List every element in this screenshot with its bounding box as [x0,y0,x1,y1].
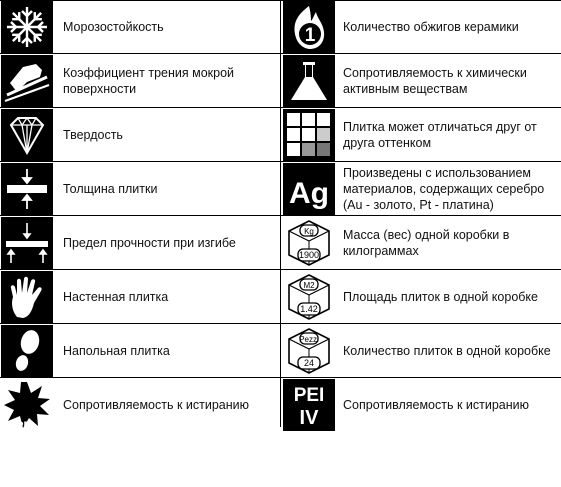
symbol-description: Напольная плитка [63,344,170,358]
symbol-description: Предел прочности при изгибе [63,236,236,250]
symbol-cell [0,270,280,324]
symbol-cell [0,108,280,162]
symbol-cell [0,0,280,54]
table-row [0,0,561,54]
pei-iv-icon [283,379,335,431]
symbol-description: Твердость [63,128,123,142]
symbol-cell [280,270,561,324]
diamond-icon [1,109,53,161]
symbol-description: Количество плиток в одной коробке [343,344,551,358]
silver-ag-text: Ag [289,177,329,210]
slippery-surface-icon [1,55,53,107]
pei-class-text: IV [299,407,319,429]
table-row [0,108,561,162]
thickness-icon [1,163,53,215]
hand-print-icon [1,271,53,323]
svg-text:Kg: Kg [304,227,314,236]
chemical-flask-icon [283,55,335,107]
table-row [0,324,561,378]
symbol-cell [0,378,280,432]
box-area-icon [283,271,335,323]
firing-count-icon [283,1,335,53]
symbol-description: Количество обжигов керамики [343,20,519,34]
pei-abrasion-star-icon [1,379,53,431]
table-row [0,162,561,216]
table-row [0,378,561,432]
bending-strength-icon [1,217,53,269]
symbol-cell [280,324,561,378]
symbol-description: Произведены с использованием материалов, содержащих серебро (Au - золото, Pt - платина) [343,166,545,212]
symbol-cell [280,108,561,162]
symbol-description: Настенная плитка [63,290,169,304]
symbol-description: Толщина плитки [63,182,158,196]
symbol-cell [0,54,280,108]
svg-text:1.42: 1.42 [300,304,318,314]
table-row [0,54,561,108]
svg-text:1900: 1900 [298,250,320,260]
symbol-description: Плитка может отличаться друг от друга оттенком [343,120,537,150]
symbol-cell [0,162,280,216]
box-pieces-icon [283,325,335,377]
symbol-description: Сопротивляемость к истиранию [343,398,530,412]
symbol-cell [280,216,561,270]
silver-ag-icon [283,163,335,215]
symbol-description: Масса (вес) одной коробки в килограммах [343,228,510,258]
snowflake-icon [1,1,53,53]
pei-star-text: PEI [16,420,34,431]
symbol-description: Сопротивляемость к химически активным веществам [343,66,527,96]
symbol-description: Коэффициент трения мокрой поверхности [63,66,235,96]
symbol-description: Морозостойкость [63,20,164,34]
svg-text:24: 24 [303,358,315,368]
symbol-cell [0,324,280,378]
symbol-description: Площадь плиток в одной коробке [343,290,538,304]
symbol-cell [280,378,561,432]
footprint-icon [1,325,53,377]
svg-text:M2: M2 [303,281,315,290]
svg-text:Pezzi: Pezzi [299,335,319,344]
symbol-cell [280,0,561,54]
firing-count-text: 1 [304,25,316,46]
box-weight-icon [283,217,335,269]
symbol-cell [280,162,561,216]
table-row [0,216,561,270]
pei-top-text: PEI [293,385,325,406]
shade-grid-icon [283,109,335,161]
symbol-cell [280,54,561,108]
symbol-cell [0,216,280,270]
table-row [0,270,561,324]
symbol-description: Сопротивляемость к истиранию [63,398,250,412]
